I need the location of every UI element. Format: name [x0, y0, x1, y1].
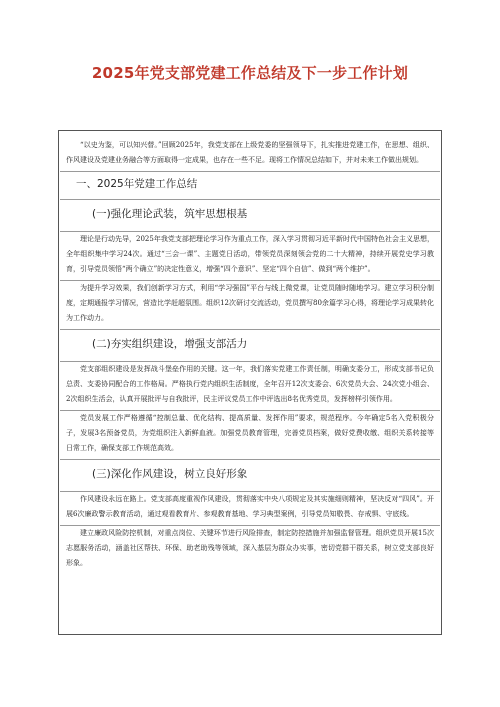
subsection-2-heading: (二)夯实组织建设，增强支部活力	[92, 338, 248, 350]
subsection-3-paragraph-1: 作风建设永远在路上。党支部高度重视作风建设，贯彻落实中央八项规定及其实施细则精神，坚决反对“四风”。开展6次廉政警示教育活动，通过观看教育片、参观教育基地、学习典型案例，引导党员知敬畏、存戒惧、守底线。	[66, 495, 434, 518]
subsection-1-paragraph-2: 为提升学习效果，我们创新学习方式，利用“学习强国”平台与线上微党课，让党员随时随地学习。建立学习积分制度，定期通报学习情况，营造比学赶超氛围。组织12次研讨交流活动，党员撰写80余篇学习心得，将理论学习成果转化为工作动力。	[66, 284, 434, 322]
subsection-1-paragraph-2-row	[60, 281, 440, 330]
subsection-3-paragraph-2-row	[60, 526, 440, 574]
document-title: 2025年党支部党建工作总结及下一步工作计划	[91, 64, 409, 82]
subsection-2-paragraph-1: 党支部组织建设是发挥战斗堡垒作用的关键。这一年，我们落实党建工作责任制，明确支委分工，形成支部书记负总责、支委协同配合的工作格局。严格执行党内组织生活制度，全年召开12次支委会、6次党员大会、24次党小组会、2次组织生活会，认真开展批评与自我批评，民主评议党员工作中评选出8名优秀党员，发挥榜样引领作用。	[66, 365, 434, 403]
subsection-2-paragraph-2: 党员发展工作严格遵循“控制总量、优化结构、提高质量、发挥作用”要求，规范程序。今年确定5名入党积极分子，发展3名预备党员，为党组织注入新鲜血液。加强党员教育管理，完善党员档案，做好党费收缴、组织关系转接等日常工作，确保支部工作规范高效。	[66, 414, 434, 452]
subsection-1-paragraph-1: 理论是行动先导，2025年我党支部把理论学习作为重点工作，深入学习贯彻习近平新时代中国特色社会主义思想，全年组织集中学习24次。通过“三会一课”、主题党日活动，带领党员深刻领会党的二十大精神，持续开展党史学习教育，引导党员领悟“两个确立”的决定性意义，增强“四个意识”、坚定“四个自信”、做到“两个维护”。	[66, 235, 434, 273]
subsection-3-heading: (三)深化作风建设，树立良好形象	[92, 468, 248, 480]
subsection-3-paragraph-2: 建立廉政风险防控机制，对重点岗位、关键环节进行风险排查，制定防控措施并加强监督管理。组织党员开展15次志愿服务活动，涵盖社区帮扶、环保、助老助残等领域，深入基层为群众办实事，密切党群干群关系，树立党支部良好形象。	[66, 529, 434, 567]
subsection-1-paragraph-1-row	[60, 232, 440, 281]
subsection-1-heading: (一)强化理论武装，筑牢思想根基	[92, 208, 248, 220]
subsection-2-paragraph-1-row	[60, 362, 440, 411]
intro-paragraph: “以史为鉴，可以知兴替。”回顾2025年，我党支部在上级党委的坚强领导下，扎实推进党建工作，在思想、组织、作风建设及党建业务融合等方面取得一定成果，也存在一些不足。现将工作情况总结如下，并对未来工作做出规划。	[66, 141, 434, 164]
subsection-2-paragraph-2-row	[60, 411, 440, 460]
subsection-1-heading-row	[60, 200, 440, 232]
subsection-3-paragraph-1-row	[60, 492, 440, 526]
section-heading-row	[60, 172, 440, 200]
subsection-3-heading-row	[60, 460, 440, 492]
subsection-2-heading-row	[60, 330, 440, 362]
section-heading: 一、2025年党建工作总结	[76, 178, 198, 190]
document-body	[60, 138, 440, 574]
intro-row	[60, 138, 440, 172]
